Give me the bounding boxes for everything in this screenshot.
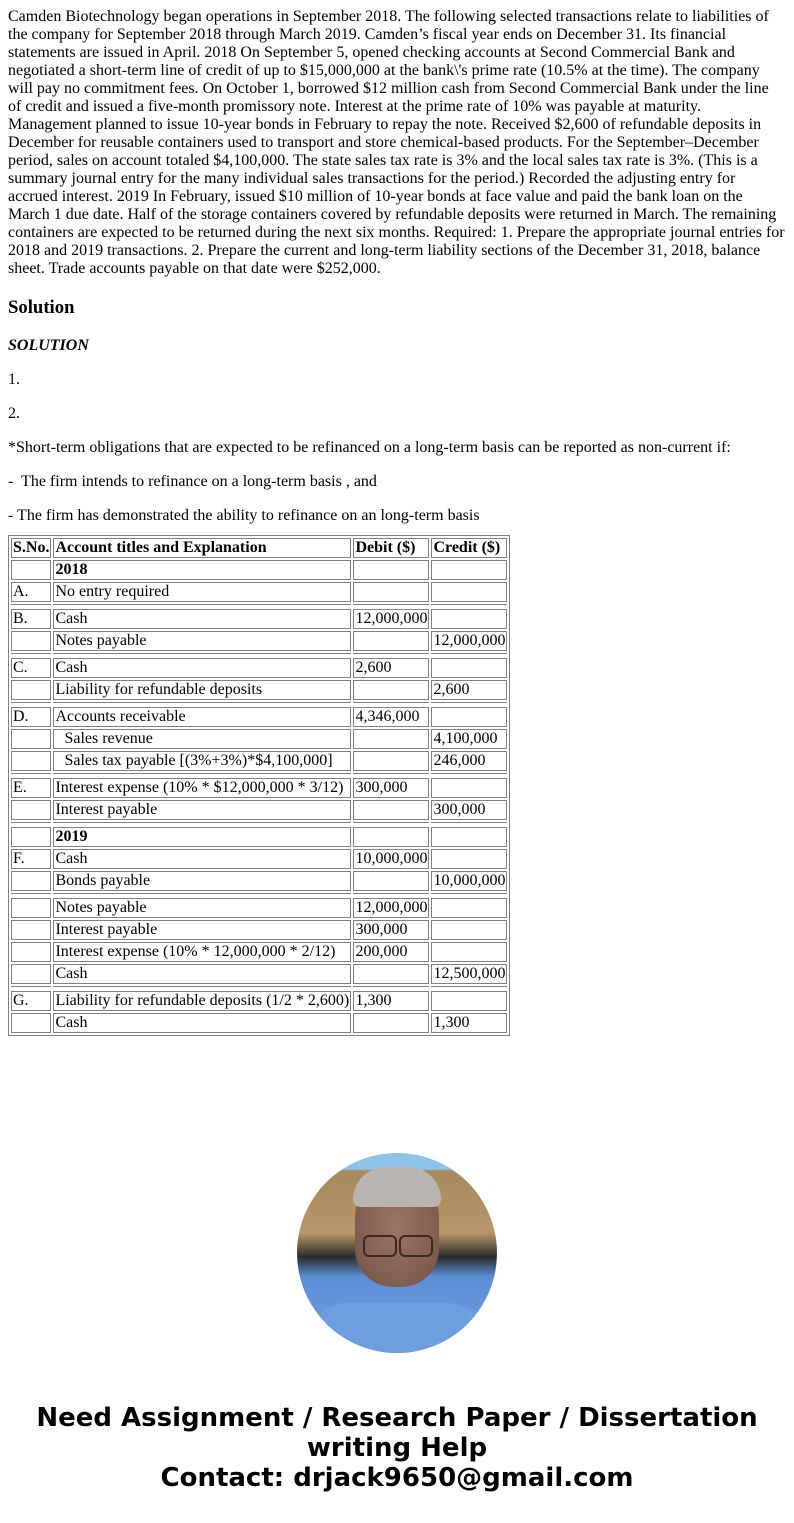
cell-debit: 2,600 [353,658,429,678]
cell-account: Cash [53,849,351,869]
separator-cell [53,893,351,896]
table-row [11,991,507,1011]
cell-sno [11,680,51,700]
cell-credit [431,560,507,580]
separator-cell [431,653,507,656]
table-body [11,560,507,1033]
cell-debit [353,800,429,820]
cell-debit: 12,000,000 [355,610,428,627]
cell-sno [11,560,51,580]
cell-credit [431,658,507,678]
cell-sno [11,729,51,749]
cell-credit [431,942,507,962]
group-separator [11,604,507,607]
journal-entries-table [8,535,510,1036]
cell-debit: 300,000 [353,920,429,940]
cell-account: Notes payable [53,631,351,651]
refinance-bullet-1: - The firm intends to refinance on a long-term basis , and [8,473,377,490]
cell-sno [11,631,51,651]
cell-credit: 10,000,000 [433,872,506,889]
table-row [11,609,507,629]
cell-credit: 246,000 [431,751,507,771]
table-row [11,631,507,651]
cell-account: Interest payable [53,800,351,820]
cell-debit [353,680,429,700]
separator-cell [353,822,429,825]
cell-debit [353,827,429,847]
solution-heading: Solution [8,297,75,318]
separator-cell [353,653,429,656]
cell-account: No entry required [53,582,351,602]
table-row [11,707,507,727]
table-row [11,778,507,798]
avatar-shirt [307,1303,487,1353]
cell-sno: G. [11,991,51,1011]
separator-cell [11,986,51,989]
cell-credit [431,920,507,940]
separator-cell [53,702,351,705]
cell-credit [431,582,507,602]
problem-statement: Camden Biotechnology began operations in September 2018. The following selected transactions relate to liabilities of the company for September 2018 through March 2019. Camden’s fiscal year ends on December 31. Its financial statements are issued in April. 2018 On September 5, opened checking accounts at Second Commercial Bank and negotiated a short-term line of credit of up to $15,000,000 at the bank\'s prime rate (10.5% at the time). The company will pay no commitment fees. On October 1, borrowed $12 million cash from Second Commercial Bank under the line of credit and issued a five-month promissory note. Interest at the prime rate of 10% was payable at maturity. Management planned to issue 10-year bonds in February to repay the note. Received $2,600 of refundable deposits in December for reusable containers used to transport and store chemical-based products. For the September–December period, sales on account totaled $4,100,000. The state sales tax rate is 3% and the local sales tax rate is 3%. (This is a summary journal entry for the many individual sales transactions for the period.) Recorded the adjusting entry for accrued interest. 2019 In February, issued $10 million of 10-year bonds at face value and paid the bank loan on the March 1 due date. Half of the storage containers covered by refundable deposits were returned in March. The remaining containers are expected to be returned during the next six months. Required: 1. Prepare the appropriate journal entries for 2018 and 2019 transactions. 2. Prepare the current and long-term liability sections of the December 31, 2018, balance sheet. Trade accounts payable on that date were $252,000. [8,8,785,277]
cell-sno: C. [11,658,51,678]
group-separator [11,773,507,776]
table-row [11,751,507,771]
cell-credit [431,609,507,629]
table-row [11,898,507,918]
cell-debit: 300,000 [353,778,429,798]
header-credit: Credit ($) [431,538,507,558]
group-separator [11,702,507,705]
cell-debit: 200,000 [353,942,429,962]
cell-sno [11,827,51,847]
separator-cell [353,604,429,607]
refinance-bullet-2: - The firm has demonstrated the ability to refinance on an long-term basis [8,507,480,524]
cell-credit [431,849,507,869]
cell-debit: 10,000,000 [355,850,428,867]
separator-cell [53,822,351,825]
cell-account: Cash [53,964,351,984]
year-row [11,560,507,580]
cell-debit [353,751,429,771]
cell-account: Bonds payable [53,871,351,891]
table-row [11,849,507,869]
refinance-note: *Short-term obligations that are expected to be refinanced on a long-term basis can be reported as non-current if: [8,439,731,456]
cell-debit [353,871,429,891]
promo-footer [0,1403,794,1493]
promo-line-1: Need Assignment / Research Paper / Dissertation [36,1403,758,1433]
separator-cell [353,986,429,989]
separator-cell [353,702,429,705]
separator-cell [11,773,51,776]
cell-credit [431,991,507,1011]
cell-debit [353,560,429,580]
table-row [11,942,507,962]
cell-account: Cash [53,609,351,629]
cell-sno [11,871,51,891]
cell-account: Sales revenue [53,729,351,749]
separator-cell [431,986,507,989]
cell-credit: 12,500,000 [433,965,506,982]
cell-account: 2018 [53,560,351,580]
solution-item-2: 2. [8,405,20,422]
group-separator [11,986,507,989]
table-row [11,1013,507,1033]
cell-sno [11,920,51,940]
separator-cell [11,893,51,896]
avatar-glasses-icon [361,1235,433,1255]
cell-sno [11,942,51,962]
cell-credit: 1,300 [431,1013,507,1033]
cell-credit: 300,000 [431,800,507,820]
header-debit: Debit ($) [353,538,429,558]
solution-item-1: 1. [8,371,20,388]
separator-cell [353,773,429,776]
separator-cell [11,604,51,607]
table-row [11,964,507,984]
avatar-hair [353,1167,441,1207]
separator-cell [431,604,507,607]
cell-sno [11,1013,51,1033]
cell-credit [431,778,507,798]
table-row [11,729,507,749]
cell-account: Interest expense (10% * $12,000,000 * 3/12) [53,778,351,798]
group-separator [11,822,507,825]
separator-cell [353,893,429,896]
header-sno: S.No. [13,539,50,556]
cell-account: Accounts receivable [53,707,351,727]
separator-cell [431,702,507,705]
cell-credit: 2,600 [431,680,507,700]
separator-cell [431,822,507,825]
cell-debit: 12,000,000 [355,899,428,916]
cell-debit: 1,300 [353,991,429,1011]
table-row [11,680,507,700]
cell-account: Notes payable [53,898,351,918]
separator-cell [11,822,51,825]
separator-cell [53,653,351,656]
cell-debit [353,964,429,984]
group-separator [11,653,507,656]
cell-credit: 4,100,000 [431,729,507,749]
promo-line-2: writing Help [306,1433,488,1463]
separator-cell [53,986,351,989]
header-account: Account titles and Explanation [53,538,351,558]
cell-credit [431,827,507,847]
table-row [11,920,507,940]
cell-account: Sales tax payable [(3%+3%)*$4,100,000] [53,751,351,771]
cell-sno [11,964,51,984]
cell-account: Liability for refundable deposits [53,680,351,700]
separator-cell [53,773,351,776]
promo-contact[interactable]: Contact: drjack9650@gmail.com [160,1463,634,1493]
solution-label-text: SOLUTION [8,337,89,354]
cell-sno: D. [11,707,51,727]
cell-debit: 4,346,000 [353,707,429,727]
separator-cell [11,653,51,656]
cell-sno: A. [11,582,51,602]
table-row [11,871,507,891]
cell-sno [11,800,51,820]
cell-credit [431,898,507,918]
cell-account: Interest payable [53,920,351,940]
year-row [11,827,507,847]
table-row [11,800,507,820]
group-separator [11,893,507,896]
solution-label [8,337,786,355]
separator-cell [431,893,507,896]
cell-account: Liability for refundable deposits (1/2 * 2,600) [53,991,351,1011]
table-row [11,658,507,678]
cell-account: Cash [53,658,351,678]
cell-account: 2019 [53,827,351,847]
table-row [11,582,507,602]
cell-sno [11,898,51,918]
cell-sno: B. [11,609,51,629]
header-row [11,538,507,558]
cell-sno: F. [11,849,51,869]
cell-account: Cash [53,1013,351,1033]
author-avatar [297,1153,497,1353]
table-header [11,538,507,558]
cell-account: Interest expense (10% * 12,000,000 * 2/12) [53,942,351,962]
separator-cell [11,702,51,705]
cell-sno: E. [11,778,51,798]
separator-cell [53,604,351,607]
cell-sno [11,751,51,771]
cell-debit [353,631,429,651]
cell-debit [353,1013,429,1033]
cell-debit [353,582,429,602]
separator-cell [431,773,507,776]
cell-credit [431,707,507,727]
cell-credit: 12,000,000 [433,632,506,649]
cell-debit [353,729,429,749]
